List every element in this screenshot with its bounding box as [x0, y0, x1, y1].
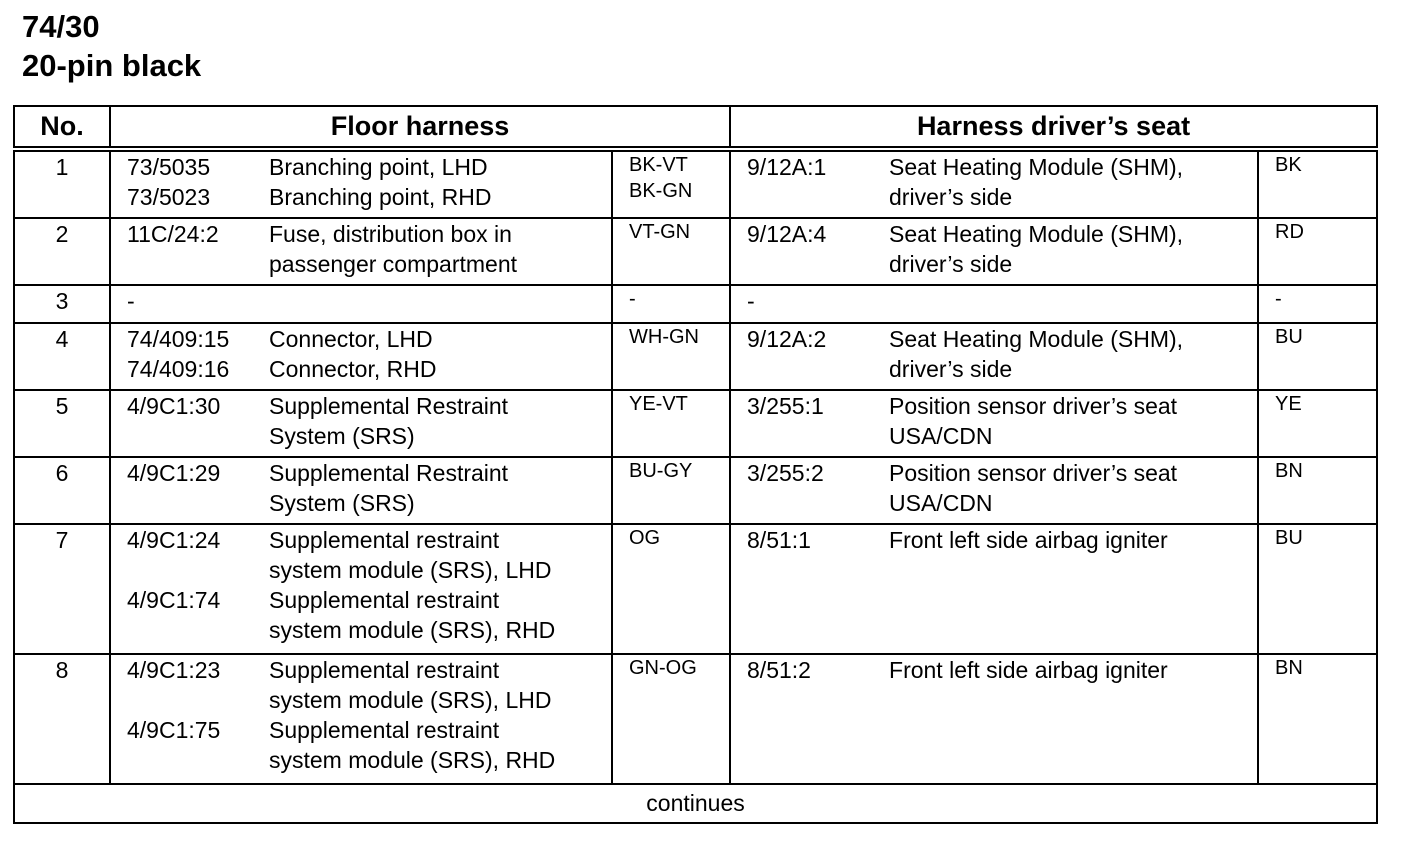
table-row: [14, 285, 1377, 323]
pin-number-value: 4: [55, 326, 69, 352]
description-line: Branching point, LHD: [269, 154, 488, 180]
floor-component-ref: 73/5023: [127, 184, 211, 210]
floor-harness-connection: [110, 285, 612, 323]
seat-entry: [747, 219, 1257, 279]
seat-harness-connection: [730, 654, 1258, 784]
seat-component-ref: 8/51:2: [747, 657, 811, 683]
pin-number: [14, 457, 110, 524]
floor-component-description: [269, 354, 611, 384]
floor-entry: [127, 458, 611, 518]
table-row: [14, 654, 1377, 784]
description-line: Supplemental Restraint: [269, 393, 509, 419]
pin-number: [14, 285, 110, 323]
floor-component-ref: 74/409:16: [127, 356, 230, 382]
floor-entry: [127, 219, 611, 279]
seat-harness-connection: [730, 390, 1258, 457]
floor-component-ref: 4/9C1:23: [127, 657, 221, 683]
seat-harness-connection: [730, 218, 1258, 285]
description-line: system module (SRS), LHD: [269, 557, 552, 583]
description-line: system module (SRS), RHD: [269, 747, 556, 773]
floor-component-description: [269, 219, 611, 279]
description-line: Seat Heating Module (SHM),: [889, 221, 1184, 247]
pin-number: [14, 654, 110, 784]
floor-entry: [127, 182, 611, 212]
description-line: Supplemental restraint: [269, 657, 500, 683]
floor-wire-color: [612, 654, 730, 784]
floor-wire-color: [612, 285, 730, 323]
seat-entry: [747, 152, 1257, 212]
pin-number-value: 3: [55, 288, 69, 314]
floor-component-description: [269, 324, 611, 354]
seat-component-ref: 9/12A:2: [747, 326, 827, 352]
description-line: USA/CDN: [889, 423, 993, 449]
seat-component-description: [889, 152, 1257, 212]
floor-component-description: [269, 655, 611, 715]
table-row: [14, 218, 1377, 285]
wire-color-code: BK-GN: [629, 180, 693, 202]
floor-wire-color: [612, 218, 730, 285]
header-floor-harness: Floor harness: [110, 106, 730, 149]
seat-harness-connection: [730, 524, 1258, 654]
description-line: Seat Heating Module (SHM),: [889, 154, 1184, 180]
description-line: System (SRS): [269, 490, 415, 516]
description-line: System (SRS): [269, 423, 415, 449]
floor-harness-connection: [110, 218, 612, 285]
pin-number: [14, 218, 110, 285]
wire-color-code: BN: [1275, 460, 1303, 482]
pin-number: [14, 524, 110, 654]
seat-entry: [747, 391, 1257, 451]
floor-harness-connection: [110, 457, 612, 524]
description-line: Supplemental restraint: [269, 587, 500, 613]
seat-wire-color: [1258, 323, 1377, 390]
wire-color-code: RD: [1275, 221, 1304, 243]
pin-number-value: 1: [55, 154, 69, 180]
seat-harness-connection: [730, 149, 1258, 218]
floor-component-ref: 4/9C1:24: [127, 527, 221, 553]
floor-entry: [127, 585, 611, 645]
seat-wire-color: [1258, 218, 1377, 285]
floor-component-description: [269, 525, 611, 585]
floor-component-ref: 11C/24:2: [127, 221, 219, 247]
description-line: Position sensor driver’s seat: [889, 460, 1178, 486]
floor-component-description: [269, 182, 611, 212]
pin-number: [14, 390, 110, 457]
wire-color-code: -: [1275, 288, 1282, 310]
floor-component-description: [269, 391, 611, 451]
description-line: Supplemental restraint: [269, 717, 500, 743]
floor-component-ref: 4/9C1:30: [127, 393, 221, 419]
seat-harness-connection: [730, 323, 1258, 390]
seat-component-description: [889, 219, 1257, 279]
floor-component-description: [269, 152, 611, 182]
description-line: Branching point, RHD: [269, 184, 492, 210]
floor-entry: [127, 525, 611, 585]
floor-component-description: [269, 585, 611, 645]
floor-entry: [127, 354, 611, 384]
header-no: No.: [14, 106, 110, 149]
description-line: system module (SRS), LHD: [269, 687, 552, 713]
floor-wire-color: [612, 149, 730, 218]
pin-table: [13, 105, 1378, 824]
pin-number-value: 7: [55, 527, 69, 553]
seat-entry: [747, 525, 1257, 555]
floor-component-ref: 4/9C1:29: [127, 460, 221, 486]
table-row: [14, 390, 1377, 457]
floor-entry: [127, 152, 611, 182]
seat-component-ref: 9/12A:1: [747, 154, 827, 180]
floor-component-ref: 4/9C1:75: [127, 717, 221, 743]
seat-component-ref: 9/12A:4: [747, 221, 827, 247]
seat-wire-color: [1258, 149, 1377, 218]
table-row: [14, 149, 1377, 218]
description-line: Connector, RHD: [269, 356, 437, 382]
seat-component-ref: -: [747, 288, 755, 314]
floor-harness-connection: [110, 149, 612, 218]
seat-wire-color: [1258, 285, 1377, 323]
seat-wire-color: [1258, 524, 1377, 654]
floor-harness-connection: [110, 323, 612, 390]
description-line: passenger compartment: [269, 251, 518, 277]
wire-color-code: -: [629, 288, 636, 310]
floor-harness-connection: [110, 654, 612, 784]
floor-wire-color: [612, 457, 730, 524]
description-line: Front left side airbag igniter: [889, 527, 1168, 553]
floor-component-ref: 4/9C1:74: [127, 587, 221, 613]
description-line: driver’s side: [889, 251, 1013, 277]
floor-component-ref: 74/409:15: [127, 326, 230, 352]
continues-note: continues: [14, 784, 1377, 823]
description-line: driver’s side: [889, 184, 1013, 210]
seat-component-ref: 3/255:1: [747, 393, 824, 419]
description-line: Seat Heating Module (SHM),: [889, 326, 1184, 352]
pin-number-value: 5: [55, 393, 69, 419]
wire-color-code: YE-VT: [629, 393, 688, 415]
seat-harness-connection: [730, 285, 1258, 323]
description-line: system module (SRS), RHD: [269, 617, 556, 643]
floor-harness-connection: [110, 524, 612, 654]
seat-component-description: [889, 458, 1257, 518]
seat-component-description: [889, 324, 1257, 384]
wire-color-code: BK: [1275, 154, 1302, 176]
description-line: Supplemental restraint: [269, 527, 500, 553]
wire-color-code: VT-GN: [629, 221, 691, 243]
description-line: Front left side airbag igniter: [889, 657, 1168, 683]
table-row: [14, 323, 1377, 390]
seat-entry: [747, 655, 1257, 685]
floor-entry: [127, 286, 611, 316]
seat-entry: [747, 458, 1257, 518]
table-row: [14, 457, 1377, 524]
wire-color-code: GN-OG: [629, 657, 697, 679]
table-row: [14, 524, 1377, 654]
description-line: Position sensor driver’s seat: [889, 393, 1178, 419]
wire-color-code: BN: [1275, 657, 1303, 679]
description-line: Connector, LHD: [269, 326, 433, 352]
description-line: USA/CDN: [889, 490, 993, 516]
floor-component-ref: -: [127, 288, 135, 314]
description-line: Fuse, distribution box in: [269, 221, 512, 247]
pin-number: [14, 323, 110, 390]
pin-number: [14, 149, 110, 218]
seat-entry: [747, 324, 1257, 384]
connector-id: 74/30: [22, 9, 100, 44]
seat-wire-color: [1258, 390, 1377, 457]
floor-component-ref: 73/5035: [127, 154, 211, 180]
seat-component-ref: 3/255:2: [747, 460, 824, 486]
floor-component-description: [269, 458, 611, 518]
floor-wire-color: [612, 390, 730, 457]
wire-color-code: OG: [629, 527, 661, 549]
wire-color-code: YE: [1275, 393, 1302, 415]
floor-entry: [127, 324, 611, 354]
floor-wire-color: [612, 524, 730, 654]
wire-color-code: BU: [1275, 527, 1303, 549]
description-line: Supplemental Restraint: [269, 460, 509, 486]
pin-number-value: 6: [55, 460, 69, 486]
seat-wire-color: [1258, 654, 1377, 784]
floor-entry: [127, 391, 611, 451]
seat-component-ref: 8/51:1: [747, 527, 811, 553]
wire-color-code: BU-GY: [629, 460, 693, 482]
wire-color-code: BU: [1275, 326, 1303, 348]
seat-wire-color: [1258, 457, 1377, 524]
seat-harness-connection: [730, 457, 1258, 524]
floor-entry: [127, 655, 611, 715]
wire-color-code: WH-GN: [629, 326, 699, 348]
floor-component-description: [269, 715, 611, 775]
seat-entry: [747, 286, 1257, 316]
description-line: driver’s side: [889, 356, 1013, 382]
seat-component-description: [889, 286, 1257, 316]
wire-color-code: BK-VT: [629, 154, 688, 176]
floor-entry: [127, 715, 611, 775]
header-seat-harness: Harness driver’s seat: [730, 106, 1377, 149]
table-header: [14, 106, 1377, 149]
pin-number-value: 8: [55, 657, 69, 683]
pin-number-value: 2: [55, 221, 69, 247]
connector-description: 20-pin black: [22, 48, 202, 83]
floor-harness-connection: [110, 390, 612, 457]
seat-component-description: [889, 655, 1257, 685]
seat-component-description: [889, 525, 1257, 555]
floor-wire-color: [612, 323, 730, 390]
seat-component-description: [889, 391, 1257, 451]
floor-component-description: [269, 286, 611, 316]
